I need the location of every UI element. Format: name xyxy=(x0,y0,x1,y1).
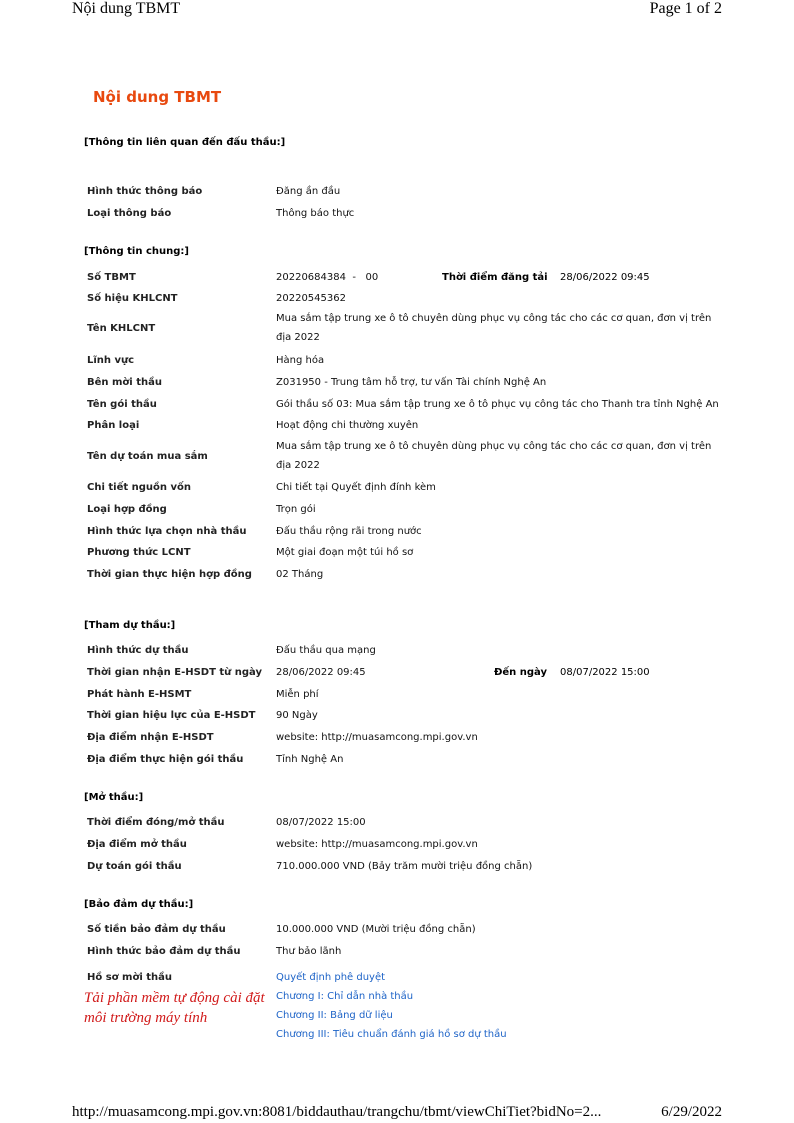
section-bao-dam-du-thau: [Bảo đảm dự thầu:] xyxy=(84,899,194,910)
value-den-ngay: 08/07/2022 15:00 xyxy=(560,667,650,678)
value: Hàng hóa xyxy=(276,355,325,366)
value: Đăng ần đầu xyxy=(276,186,341,197)
page-number: Page 1 of 2 xyxy=(649,0,722,17)
label: Tên dự toán mua sắm xyxy=(87,451,208,462)
label: Tên gói thầu xyxy=(87,399,157,410)
label: Phát hành E-HSMT xyxy=(87,689,192,700)
link-chuong-1[interactable]: Chương I: Chỉ dẫn nhà thầu xyxy=(276,991,414,1002)
value: 710.000.000 VND (Bảy trăm mười triệu đồng chẵn) xyxy=(276,861,533,872)
label: Địa điểm thực hiện gói thầu xyxy=(87,754,244,765)
label: Hình thức thông báo xyxy=(87,186,203,197)
value: 28/06/2022 09:45 xyxy=(276,667,366,678)
value: Đấu thầu qua mạng xyxy=(276,645,376,656)
value: Mua sắm tập trung xe ô tô chuyên dùng phục vụ công tác cho các cơ quan, đơn vị trên địa 2022 xyxy=(276,313,712,343)
value: Thư bảo lãnh xyxy=(276,946,342,957)
value: Hoạt động chi thường xuyên xyxy=(276,420,419,431)
value: 10.000.000 VND (Mười triệu đồng chẵn) xyxy=(276,924,476,935)
label: Số tiền bảo đảm dự thầu xyxy=(87,924,226,935)
value: 08/07/2022 15:00 xyxy=(276,817,366,828)
label: Thời gian thực hiện hợp đồng xyxy=(87,569,252,580)
handwritten-note: Tải phần mềm tự động cài đặt môi trường máy tính xyxy=(84,990,265,1026)
label-thoi-diem-dang-tai: Thời điểm đăng tải xyxy=(442,272,548,283)
value: Miễn phí xyxy=(276,689,319,700)
section-thong-tin-lien-quan: [Thông tin liên quan đến đấu thầu:] xyxy=(84,137,286,148)
label: Chi tiết nguồn vốn xyxy=(87,482,191,493)
value: Mua sắm tập trung xe ô tô chuyên dùng phục vụ công tác cho các cơ quan, đơn vị trên địa 2022 xyxy=(276,441,712,471)
value: Tỉnh Nghệ An xyxy=(276,754,344,765)
label-den-ngay: Đến ngày xyxy=(494,667,547,678)
label: Loại thông báo xyxy=(87,208,172,219)
label: Lĩnh vực xyxy=(87,355,135,366)
print-header-title: Nội dung TBMT xyxy=(72,0,181,17)
value-thoi-diem-dang-tai: 28/06/2022 09:45 xyxy=(560,272,650,283)
label: Tên KHLCNT xyxy=(87,323,156,334)
label: Hồ sơ mời thầu xyxy=(87,972,172,983)
label: Phương thức LCNT xyxy=(87,547,191,558)
value: Trọn gói xyxy=(276,504,316,515)
link-quyet-dinh-phe-duyet[interactable]: Quyết định phê duyệt xyxy=(276,972,386,983)
label: Địa điểm nhận E-HSDT xyxy=(87,732,214,743)
value: Gói thầu số 03: Mua sắm tập trung xe ô tô phục vụ công tác cho Thanh tra tỉnh Nghệ An xyxy=(276,399,719,410)
label: Phân loại xyxy=(87,420,140,431)
section-thong-tin-chung: [Thông tin chung:] xyxy=(84,246,189,257)
section-mo-thau: [Mở thầu:] xyxy=(84,792,144,803)
page-title: Nội dung TBMT xyxy=(93,88,222,106)
label: Số TBMT xyxy=(87,272,136,283)
label: Loại hợp đồng xyxy=(87,504,167,515)
value: 90 Ngày xyxy=(276,710,318,721)
value: Một giai đoạn một túi hồ sơ xyxy=(276,547,414,558)
label: Hình thức dự thầu xyxy=(87,645,189,656)
label: Dự toán gói thầu xyxy=(87,861,182,872)
label: Địa điểm mở thầu xyxy=(87,839,187,850)
link-chuong-3[interactable]: Chương III: Tiêu chuẩn đánh giá hồ sơ dự thầu xyxy=(276,1029,507,1040)
value: website: http://muasamcong.mpi.gov.vn xyxy=(276,839,478,850)
label: Thời điểm đóng/mở thầu xyxy=(87,817,225,828)
label: Thời gian hiệu lực của E-HSDT xyxy=(87,710,256,721)
value: Chi tiết tại Quyết định đính kèm xyxy=(276,482,436,493)
value: Z031950 - Trung tâm hỗ trợ, tư vấn Tài chính Nghệ An xyxy=(276,377,547,388)
label: Số hiệu KHLCNT xyxy=(87,293,178,304)
page-url: http://muasamcong.mpi.gov.vn:8081/biddauthau/trangchu/tbmt/viewChiTiet?bidNo=2... xyxy=(72,1104,602,1120)
print-header xyxy=(0,0,794,24)
print-date: 6/29/2022 xyxy=(661,1104,722,1120)
label: Bên mời thầu xyxy=(87,377,162,388)
document-links xyxy=(276,968,726,1044)
value: 20220545362 xyxy=(276,293,346,304)
label: Hình thức bảo đảm dự thầu xyxy=(87,946,241,957)
value: Đấu thầu rộng rãi trong nước xyxy=(276,526,422,537)
value: website: http://muasamcong.mpi.gov.vn xyxy=(276,732,478,743)
link-chuong-2[interactable]: Chương II: Bảng dữ liệu xyxy=(276,1010,393,1021)
print-footer xyxy=(0,1104,794,1123)
value: 20220684384 - 00 xyxy=(276,272,379,283)
section-tham-du-thau: [Tham dự thầu:] xyxy=(84,620,176,631)
value: Thông báo thực xyxy=(276,208,355,219)
value: 02 Tháng xyxy=(276,569,324,580)
label: Hình thức lựa chọn nhà thầu xyxy=(87,526,247,537)
label: Thời gian nhận E-HSDT từ ngày xyxy=(87,667,263,678)
